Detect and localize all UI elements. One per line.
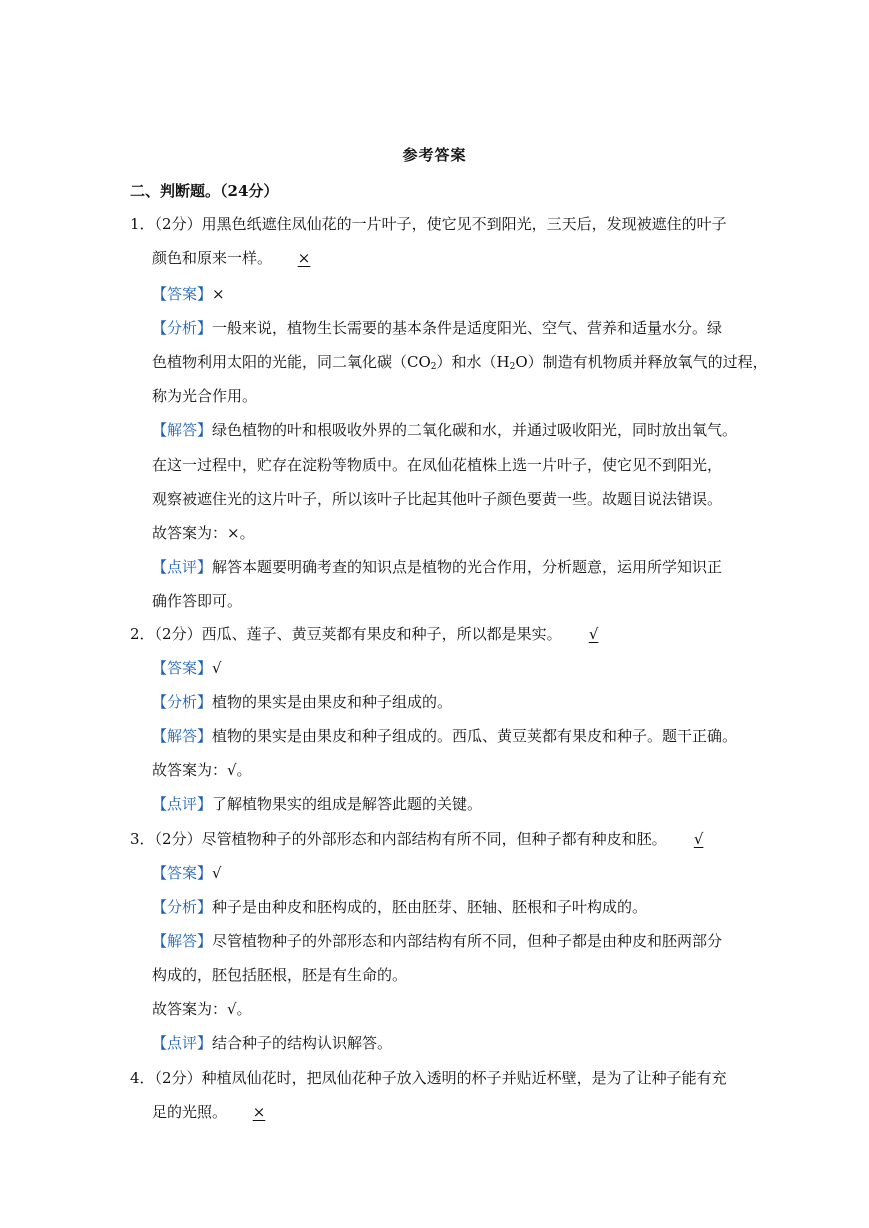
comment-line: 确作答即可。 xyxy=(152,592,243,610)
answer-line: 【答案】√ xyxy=(152,659,222,677)
analysis-line: 【分析】一般来说，植物生长需要的基本条件是适度阳光、空气、营养和适量水分。绿 xyxy=(152,319,723,337)
question-2: 2．（2分）西瓜、莲子、黄豆荚都有果皮和种子，所以都是果实。 √ xyxy=(130,624,616,644)
comment-line: 【点评】结合种子的结构认识解答。 xyxy=(152,1034,393,1052)
analysis-tag: 【分析】 xyxy=(152,898,213,916)
comment-tag: 【点评】 xyxy=(152,558,213,576)
answer-tag: 【答案】 xyxy=(152,285,213,303)
solution-line: 故答案为：√。 xyxy=(152,1000,252,1018)
comment-line: 【点评】了解植物果实的组成是解答此题的关键。 xyxy=(152,795,483,813)
analysis-line: 色植物利用太阳的光能，同二氧化碳$(CO_2)$和水$(H_2O)$制造有机物质并释放氧气的过程， xyxy=(152,353,768,372)
comment-tag: 【点评】 xyxy=(152,795,213,813)
answer-blank: × xyxy=(297,249,311,267)
solution-tag: 【解答】 xyxy=(152,727,213,745)
solution-line: 故答案为：×。 xyxy=(152,524,255,542)
solution-line: 观察被遮住光的这片叶子，所以该叶子比起其他叶子颜色要黄一些。故题目说法错误。 xyxy=(152,490,723,508)
solution-tag: 【解答】 xyxy=(152,421,213,439)
question-1: 1．（2分）用黑色纸遮住凤仙花的一片叶子，使它见不到阳光，三天后，发现被遮住的叶子 xyxy=(130,215,727,233)
analysis-tag: 【分析】 xyxy=(152,319,213,337)
page-title: 参考答案 xyxy=(402,146,467,164)
comment-tag: 【点评】 xyxy=(152,1034,213,1052)
answer-tag: 【答案】 xyxy=(152,864,213,882)
answer-line: 【答案】√ xyxy=(152,864,222,882)
answer-blank: √ xyxy=(588,625,599,643)
section-heading: 二、判断题。（24分） xyxy=(130,182,279,200)
answer-blank: √ xyxy=(693,830,704,848)
solution-line: 【解答】尽管植物种子的外部形态和内部结构有所不同，但种子都是由种皮和胚两部分 xyxy=(152,932,723,950)
answer-line: 【答案】× xyxy=(152,285,225,303)
analysis-line: 称为光合作用。 xyxy=(152,387,258,405)
analysis-line: 【分析】植物的果实是由果皮和种子组成的。 xyxy=(152,693,453,711)
solution-line: 在这一过程中，贮存在淀粉等物质中。在凤仙花植株上选一片叶子，使它见不到阳光， xyxy=(152,456,723,474)
comment-line: 【点评】解答本题要明确考查的知识点是植物的光合作用，分析题意，运用所学知识正 xyxy=(152,558,723,576)
question-4-cont: 足的光照。 × xyxy=(152,1102,281,1122)
solution-line: 故答案为：√。 xyxy=(152,761,252,779)
question-4: 4．（2分）种植凤仙花时，把凤仙花种子放入透明的杯子并贴近杯壁，是为了让种子能有充 xyxy=(130,1069,727,1087)
solution-line: 【解答】绿色植物的叶和根吸收外界的二氧化碳和水，并通过吸收阳光，同时放出氧气。 xyxy=(152,421,738,439)
solution-line: 构成的，胚包括胚根，胚是有生命的。 xyxy=(152,966,408,984)
question-1-cont: 颜色和原来一样。 × xyxy=(152,248,326,268)
analysis-line: 【分析】种子是由种皮和胚构成的，胚由胚芽、胚轴、胚根和子叶构成的。 xyxy=(152,898,648,916)
question-3: 3．（2分）尽管植物种子的外部形态和内部结构有所不同，但种子都有种皮和胚。 √ xyxy=(130,829,721,849)
solution-line: 【解答】植物的果实是由果皮和种子组成的。西瓜、黄豆荚都有果皮和种子。题干正确。 xyxy=(152,727,738,745)
answer-blank: × xyxy=(252,1103,266,1121)
answer-tag: 【答案】 xyxy=(152,659,213,677)
analysis-tag: 【分析】 xyxy=(152,693,213,711)
solution-tag: 【解答】 xyxy=(152,932,213,950)
